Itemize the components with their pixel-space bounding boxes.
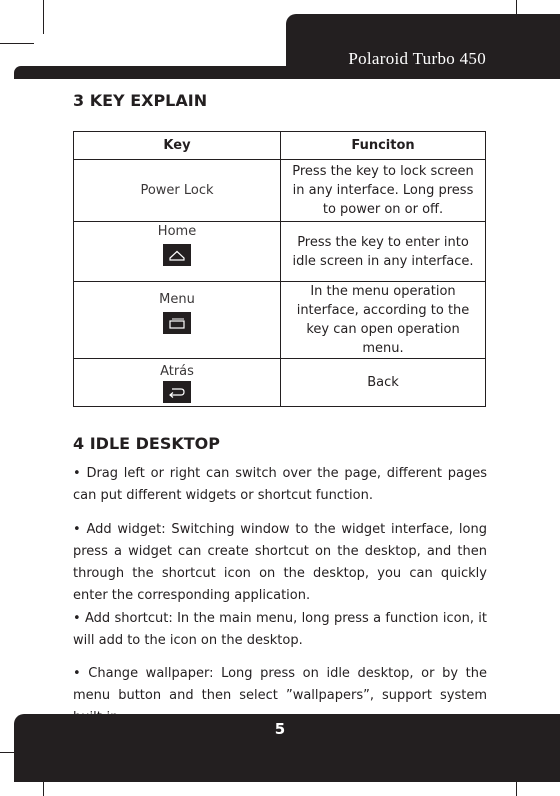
home-icon <box>163 244 191 266</box>
table-row <box>74 222 486 282</box>
crop-mark <box>43 0 44 34</box>
column-header-function: Funciton <box>281 132 486 160</box>
crop-mark <box>0 43 34 44</box>
function-cell: In the menu operation interface, according to the key can open operation menu. <box>281 282 486 359</box>
table-row <box>74 359 486 407</box>
back-icon <box>163 381 191 403</box>
table-row <box>74 160 486 222</box>
menu-icon <box>163 312 191 334</box>
function-cell: Press the key to lock screen in any interface. Long press to power on or off. <box>281 160 486 222</box>
header-tab <box>286 14 560 79</box>
section-heading-idle-desktop: 4 IDLE DESKTOP <box>73 434 221 453</box>
column-header-key: Key <box>74 132 281 160</box>
key-cell <box>74 222 281 282</box>
key-table <box>73 131 486 407</box>
key-cell <box>74 282 281 359</box>
table-row <box>74 282 486 359</box>
paragraph: • Add widget: Switching window to the widget interface, long press a widget can create shortcut on the desktop, and then through the shortcut icon on the desktop, you can quickly enter the corresponding application. <box>73 522 487 603</box>
paragraph: • Change wallpaper: Long press on idle desktop, or by the menu button and then select ”wallpapers”, support system <box>73 666 487 703</box>
function-cell: Back <box>281 359 486 407</box>
header-title: Polaroid Turbo 450 <box>348 49 486 68</box>
key-cell <box>74 160 281 222</box>
function-cell: Press the key to enter into idle screen in any interface. <box>281 222 486 282</box>
paragraph: • Drag left or right can switch over the page, different pages can put different widgets or shortcut function. <box>73 466 487 503</box>
key-label: Power Lock <box>140 183 214 198</box>
page-number: 5 <box>274 720 286 738</box>
key-label: Atrás <box>160 364 194 379</box>
paragraph: • Add shortcut: In the main menu, long press a function icon, it will add to the icon on the desktop. <box>73 611 487 648</box>
key-cell <box>74 359 281 407</box>
key-label: Menu <box>159 292 195 307</box>
section-heading-keys: 3 KEY EXPLAIN <box>73 91 208 110</box>
key-label: Home <box>157 224 197 239</box>
table-header-row <box>74 132 486 160</box>
